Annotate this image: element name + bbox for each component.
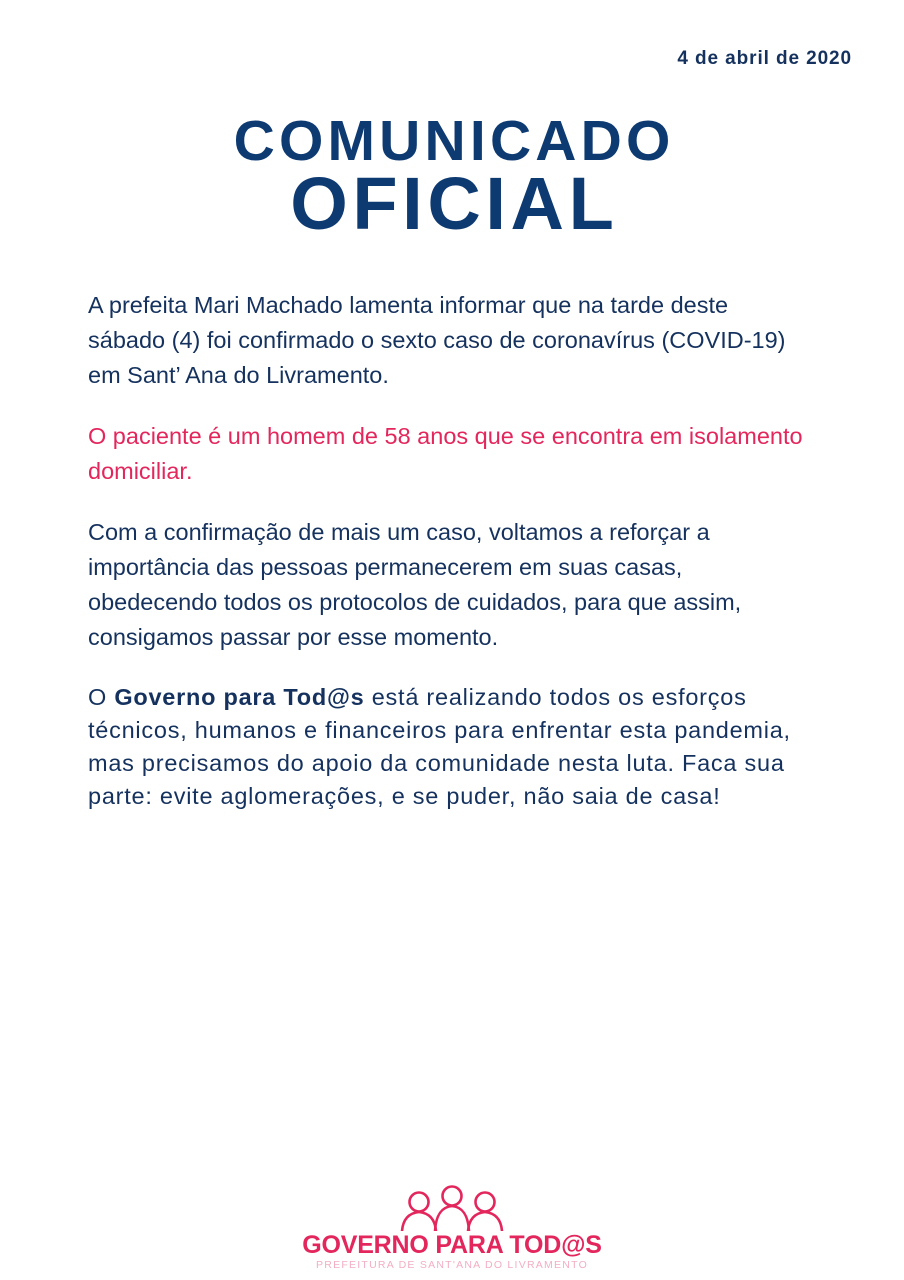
paragraph-call-to-action xyxy=(88,681,810,813)
logo-wordmark: GOVERNO PARA TOD@S xyxy=(302,1231,602,1259)
paragraph-patient-detail: O paciente é um homem de 58 anos que se encontra em isolamento domiciliar. xyxy=(88,423,803,484)
title-line-oficial: OFICIAL xyxy=(290,162,619,245)
cta-emphasis: Governo para Tod@s xyxy=(114,684,365,710)
logo-subtitle: PREFEITURA DE SANT'ANA DO LIVRAMENTO xyxy=(315,1259,589,1271)
title-line-comunicado: COMUNICADO xyxy=(233,109,675,173)
publication-date xyxy=(677,48,852,70)
paragraph-guidance: Com a confirmação de mais um caso, voltamos a reforçar a importância das pessoas permanecerem em suas casas, obedecendo todos os protocolos de cuidados, para que assim, consigamos passar por esse momento. xyxy=(88,519,742,650)
paragraph-announcement: A prefeita Mari Machado lamenta informar que na tarde deste sábado (4) foi confirmado o sexto caso de coronavírus (COVID-19) em Sant’ Ana do Livramento. xyxy=(88,292,786,388)
body-content xyxy=(88,288,810,813)
page-title xyxy=(0,109,904,245)
cta-prefix: O xyxy=(88,684,115,710)
date-text: 4 de abril de 2020 xyxy=(677,48,852,69)
footer-logo xyxy=(0,1185,904,1272)
three-people-icon xyxy=(392,1185,512,1231)
cta-suffix: está realizando todos os esforços técnicos, humanos e financeiros para enfrentar esta pandemia, mas precisamos do apoio da comunidade nesta luta. Faca sua parte: evite aglomerações, e se puder, não saia de casa! xyxy=(88,684,791,809)
